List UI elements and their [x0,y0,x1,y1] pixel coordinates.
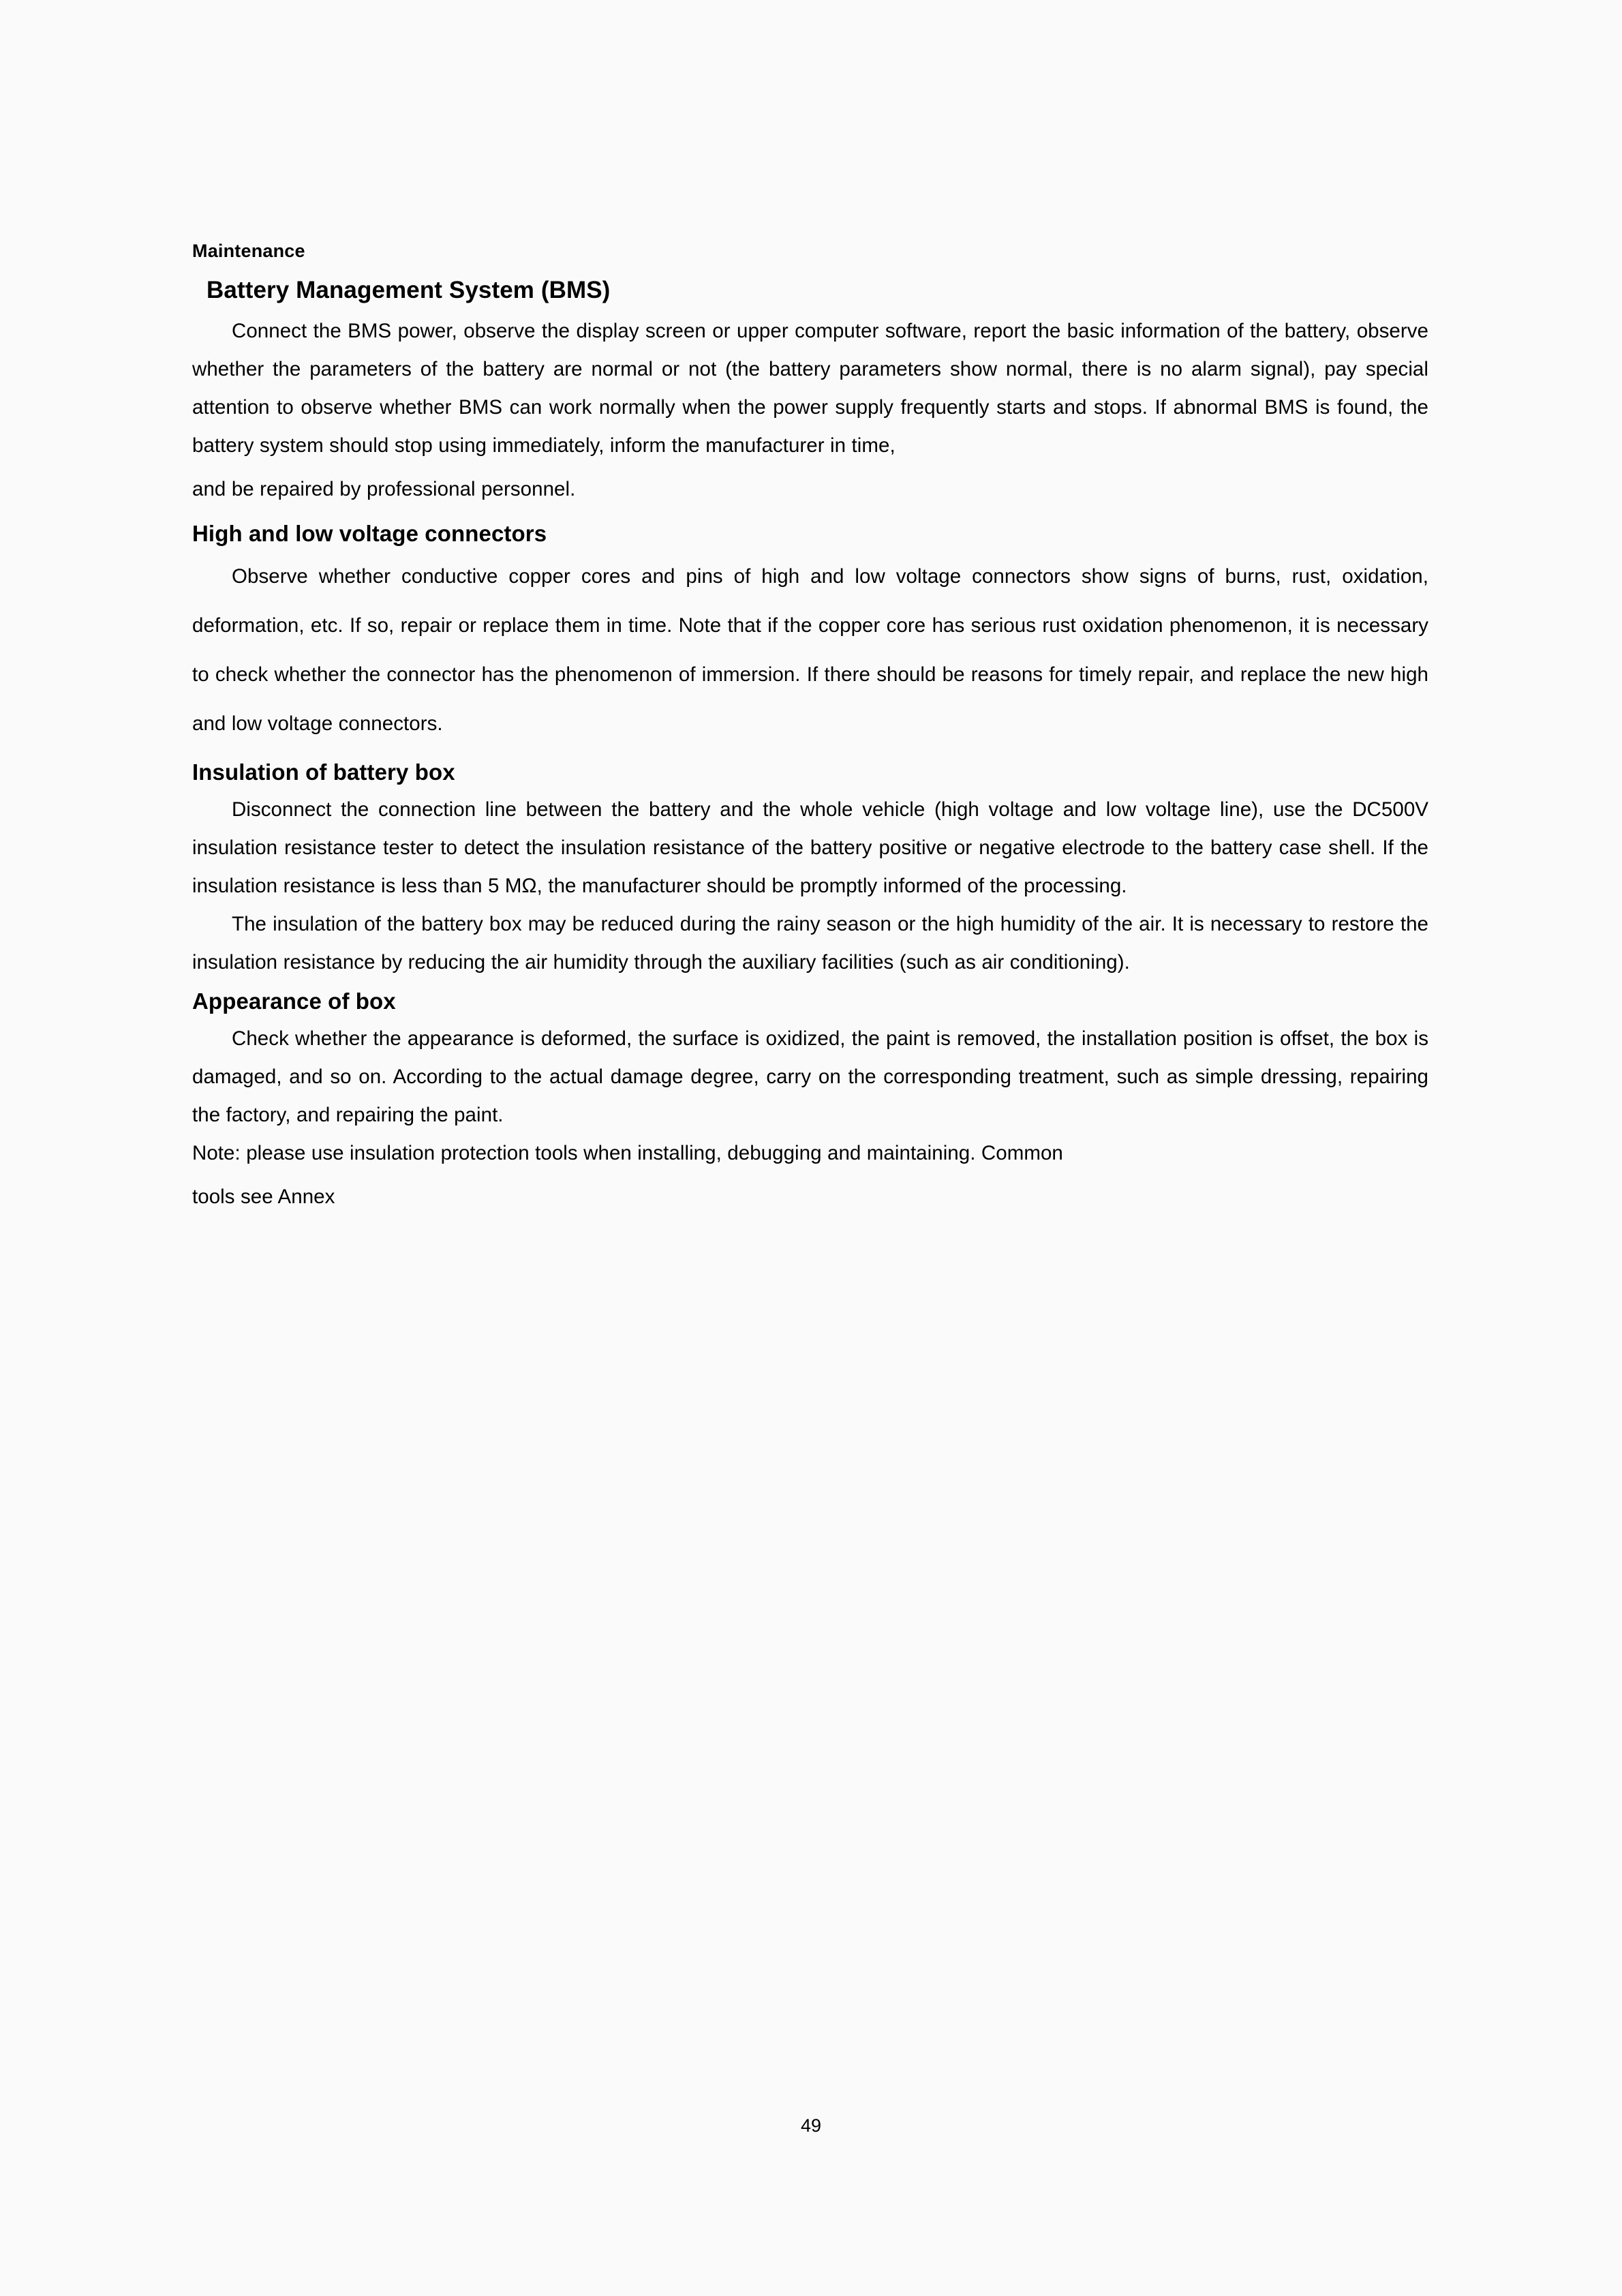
section-heading-appearance-of-box: Appearance of box [192,988,396,1014]
paragraph-insulation-body-1: Disconnect the connection line between the battery and the whole vehicle (high voltage and low voltage line), use the DC500V insulation resistance tester to detect the insulation resistance of the battery positive or negative electrode to the battery case shell. If the insulation resistance is less than 5 MΩ, the manufacturer should be promptly informed of the processing. [192,798,1428,897]
page-content [192,237,1428,1222]
chapter-heading-bms: Battery Management System (BMS) [206,277,611,303]
running-header-label: Maintenance [192,241,305,261]
page-number: 49 [800,2115,822,2136]
paragraph-appearance-body: Check whether the appearance is deformed, the surface is oxidized, the paint is removed, the installation position is offset, the box is damaged, and so on. According to the actual damage degree, carry on the corresponding treatment, such as simple dressing, repairing the factory, and repairing the paint. [192,1027,1428,1126]
paragraph-bms-body: Connect the BMS power, observe the display screen or upper computer software, report the basic information of the battery, observe whether the parameters of the battery are normal or not (the battery parameters show normal, there is no alarm signal), pay special attention to observe whether BMS can work normally when the power supply frequently starts and stops. If abnormal BMS is found, the battery system should stop using immediately, inform the manufacturer in time, [192,320,1428,457]
paragraph-connectors-body: Observe whether conductive copper cores and pins of high and low voltage connectors show signs of burns, rust, oxidation, deformation, etc. If so, repair or replace them in time. Note that if the copper core has serious rust oxidation phenomenon, it is necessary to check whether the connector has the phenomenon of immersion. If there should be reasons for timely repair, and replace the new high and low voltage connectors. [192,565,1428,735]
paragraph-insulation-body-2: The insulation of the battery box may be reduced during the rainy season or the high humidity of the air. It is necessary to restore the insulation resistance by reducing the air humidity through the auxiliary facilities (such as air conditioning). [192,913,1428,973]
section-heading-high-low-voltage-connectors: High and low voltage connectors [192,521,547,546]
paragraph-bms-continuation: and be repaired by professional personnel. [192,478,576,500]
spacer [192,749,1428,753]
paragraph-appearance-note-continuation: tools see Annex [192,1185,335,1208]
section-heading-insulation-of-battery-box: Insulation of battery box [192,759,455,785]
paragraph-appearance-note: Note: please use insulation protection tools when installing, debugging and maintaining. Common [192,1142,1063,1164]
